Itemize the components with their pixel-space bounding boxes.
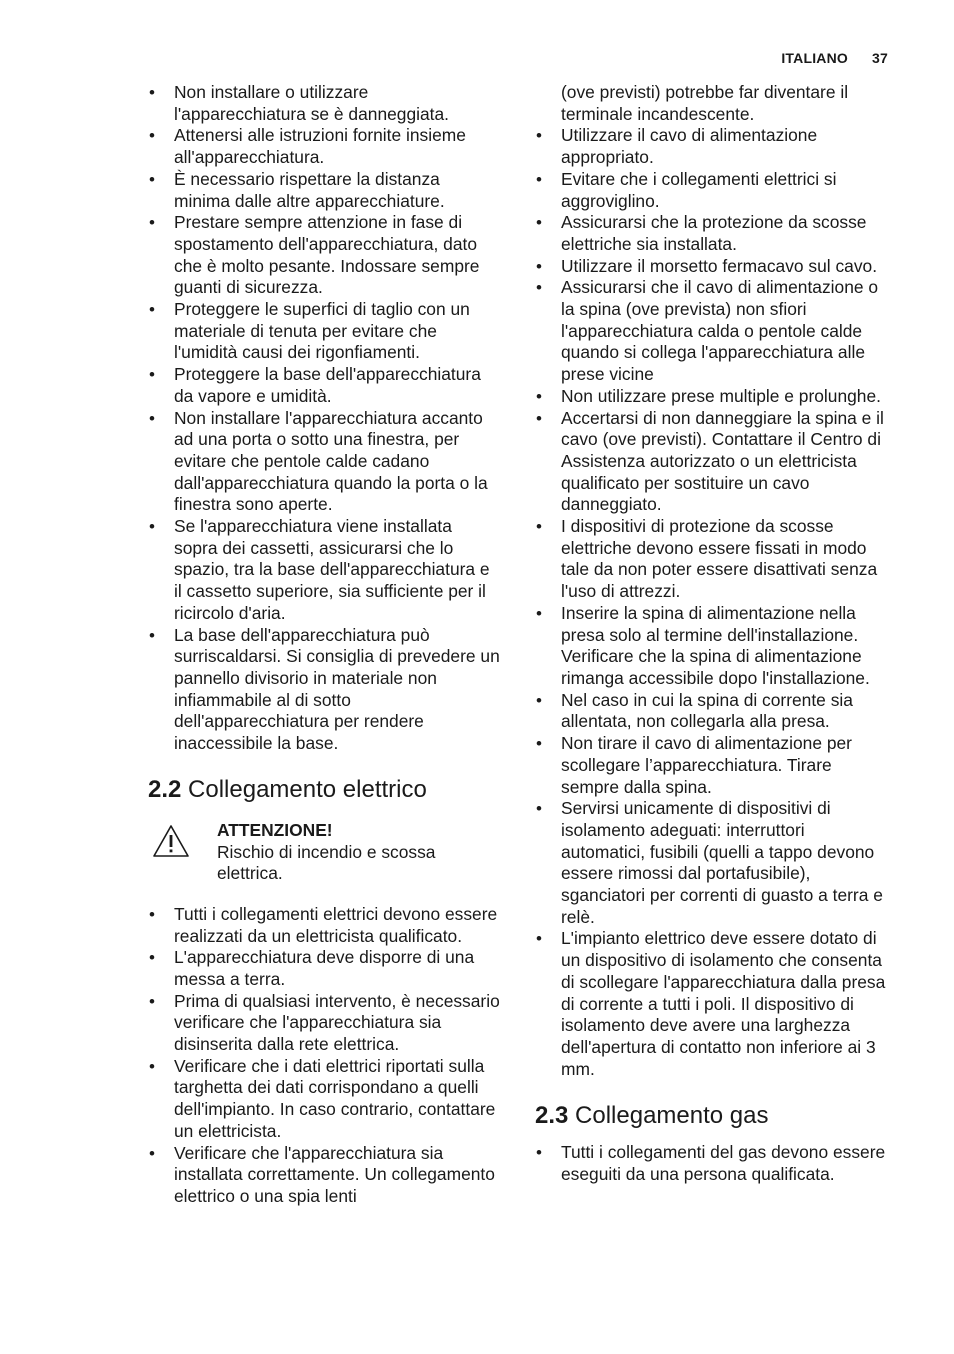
list-item: • Attenersi alle istruzioni fornite insieme all'apparecchiatura. (148, 125, 500, 168)
list-item: • Verificare che i dati elettrici riportati sulla targhetta dei dati corrispondano a quelli dell'impianto. In caso contrario, contattare un elettricista. (148, 1056, 500, 1143)
list-item: • L'apparecchiatura deve disporre di una messa a terra. (148, 947, 500, 990)
section-title: Collegamento gas (575, 1102, 769, 1130)
list-item: • Proteggere la base dell'apparecchiatura da vapore e umidità. (148, 364, 500, 407)
gas-list (535, 1142, 891, 1185)
installation-list (148, 82, 500, 755)
warning-text: Rischio di incendio e scossa elettrica. (217, 841, 436, 884)
list-item: • La base dell'apparecchiatura può surriscaldarsi. Si consiglia di prevedere un pannello divisorio in materiale non infiammabile al di sotto dell'apparecchiatura per rendere inaccessibile la base. (148, 625, 500, 755)
page-header (781, 50, 888, 66)
list-item: • Tutti i collegamenti elettrici devono essere realizzati da un elettricista qualificato. (148, 904, 500, 947)
list-item: • Verificare che l'apparecchiatura sia installata correttamente. Un collegamento elettrico o una spia lenti (148, 1143, 500, 1208)
left-column (148, 82, 500, 1208)
section-heading-2-3 (535, 1102, 891, 1130)
warning-title: ATTENZIONE! (217, 819, 333, 840)
list-item: • Tutti i collegamenti del gas devono essere eseguiti da una persona qualificata. (535, 1142, 891, 1185)
list-item: • Non utilizzare prese multiple e prolunghe. (535, 386, 891, 408)
list-item: • I dispositivi di protezione da scosse elettriche devono essere fissati in modo tale da non poter essere disattivati senza l'uso di attrezzi. (535, 516, 891, 603)
warning-triangle-icon (152, 824, 190, 858)
page-number: 37 (872, 50, 888, 66)
electrical-list (148, 904, 500, 1208)
list-item: • Proteggere le superfici di taglio con un materiale di tenuta per evitare che l'umidità causi dei rigonfiamenti. (148, 299, 500, 364)
right-column (535, 82, 891, 1186)
list-item: • Accertarsi di non danneggiare la spina e il cavo (ove previsti). Contattare il Centro di Assistenza autorizzato o un elettricista qualificato per sostituire un cavo danneggiato. (535, 408, 891, 517)
list-item: • Non installare l'apparecchiatura accanto ad una porta o sotto una finestra, per evitare che pentole calde cadano dall'apparecchiatura quando la porta o la finestra sono aperte. (148, 408, 500, 517)
list-item: • Evitare che i collegamenti elettrici si aggroviglino. (535, 169, 891, 212)
electrical-list-continued (535, 82, 891, 1080)
list-item: • Utilizzare il cavo di alimentazione appropriato. (535, 125, 891, 168)
list-item: • Se l'apparecchiatura viene installata sopra dei cassetti, assicurarsi che lo spazio, tra la base dell'apparecchiatura e il cassetto superiore, sia sufficiente per il ricircolo d'aria. (148, 516, 500, 625)
list-item: • Assicurarsi che la protezione da scosse elettriche sia installata. (535, 212, 891, 255)
list-item: • Inserire la spina di alimentazione nella presa solo al termine dell'installazione. Verificare che la spina di alimentazione rimanga accessibile dopo l'installazione. (535, 603, 891, 690)
section-title: Collegamento elettrico (188, 775, 427, 803)
list-item: • Utilizzare il morsetto fermacavo sul cavo. (535, 256, 891, 278)
list-item: • Non installare o utilizzare l'apparecchiatura se è danneggiata. (148, 82, 500, 125)
list-item: • È necessario rispettare la distanza minima dalle altre apparecchiature. (148, 169, 500, 212)
list-item: • Servirsi unicamente di dispositivi di isolamento adeguati: interruttori automatici, fusibili (quelli a tappo devono essere rimossi dal portafusibile), sganciatori per correnti di guasto a terra e relè. (535, 798, 891, 928)
language-label: ITALIANO (781, 50, 849, 66)
section-heading-2-2 (148, 776, 500, 804)
warning-box (148, 820, 500, 904)
continued-text: (ove previsti) potrebbe far diventare il terminale incandescente. (561, 82, 849, 124)
section-number: 2.3 (535, 1102, 569, 1130)
list-item: • L'impianto elettrico deve essere dotato di un dispositivo di isolamento che consenta di scollegare l'apparecchiatura dalla presa di corrente a tutti i poli. Il dispositivo di isolamento deve avere una larghezza dell'apertura di contatto non inferiore ai 3 mm. (535, 928, 891, 1080)
list-item: • Assicurarsi che il cavo di alimentazione o la spina (ove prevista) non sfiori l'apparecchiatura calda o pentole calde quando si collega l'apparecchiatura alle prese vicine (535, 277, 891, 386)
list-item: • Nel caso in cui la spina di corrente sia allentata, non collegarla alla presa. (535, 690, 891, 733)
section-number: 2.2 (148, 775, 182, 803)
list-item: • Non tirare il cavo di alimentazione per scollegare l’apparecchiatura. Tirare sempre dalla spina. (535, 733, 891, 798)
list-item: • Prestare sempre attenzione in fase di spostamento dell'apparecchiatura, dato che è molto pesante. Indossare sempre guanti di sicurezza. (148, 212, 500, 299)
list-item: • Prima di qualsiasi intervento, è necessario verificare che l'apparecchiatura sia disinserita dalla rete elettrica. (148, 991, 500, 1056)
